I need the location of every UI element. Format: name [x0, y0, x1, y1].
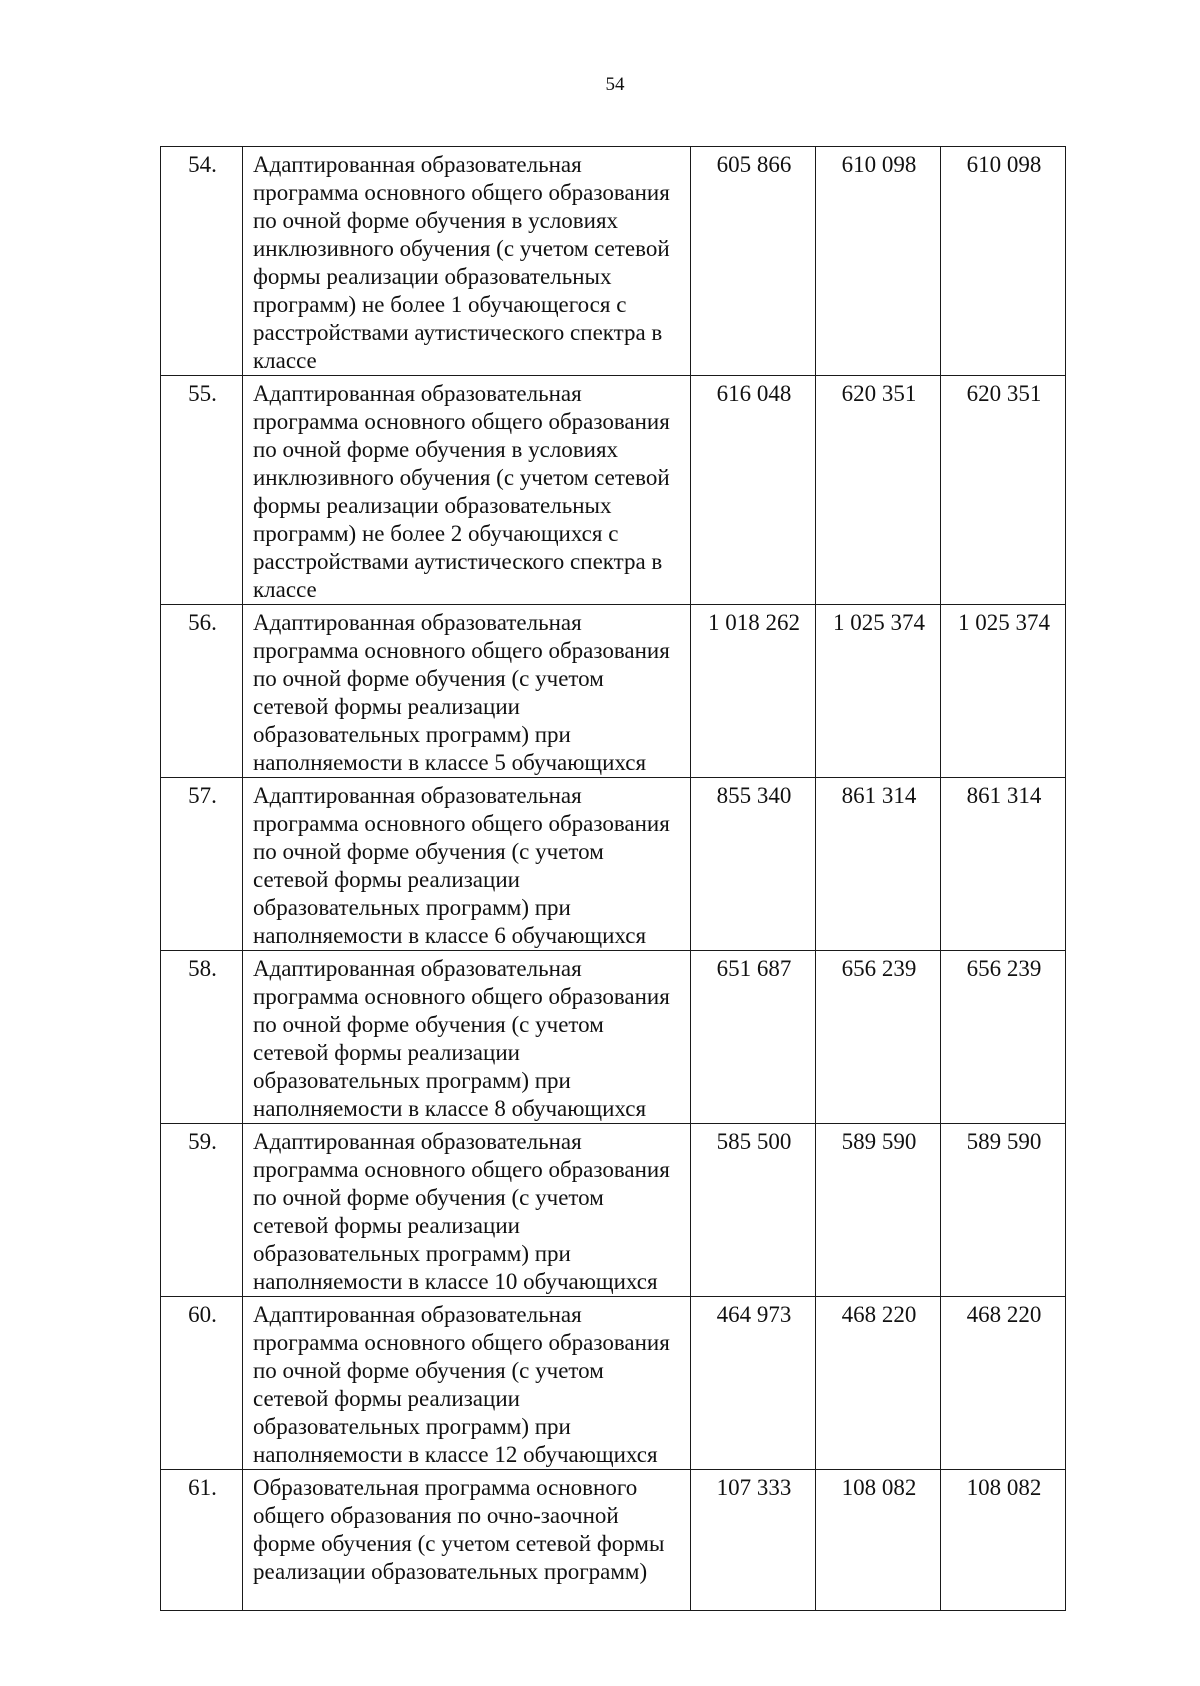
value-cell: 620 351 — [816, 376, 941, 605]
value-cell: 605 866 — [691, 147, 816, 376]
value-cell: 861 314 — [816, 778, 941, 951]
row-number: 59. — [161, 1124, 243, 1297]
value-cell: 610 098 — [816, 147, 941, 376]
value-cell: 468 220 — [816, 1297, 941, 1470]
value-cell: 108 082 — [941, 1470, 1066, 1611]
value-cell: 108 082 — [816, 1470, 941, 1611]
program-name: Образовательная программа основного общего образования по очно-заочной форме обучения (с учетом сетевой формы реализации образовательных программ) — [243, 1470, 691, 1611]
table-row — [161, 778, 1066, 951]
value-cell: 589 590 — [941, 1124, 1066, 1297]
table-row — [161, 1124, 1066, 1297]
table-row — [161, 605, 1066, 778]
value-cell: 468 220 — [941, 1297, 1066, 1470]
value-cell: 1 025 374 — [941, 605, 1066, 778]
value-cell: 651 687 — [691, 951, 816, 1124]
row-number: 55. — [161, 376, 243, 605]
row-number: 60. — [161, 1297, 243, 1470]
page-number: 54 — [605, 74, 625, 95]
row-number: 56. — [161, 605, 243, 778]
program-name: Адаптированная образовательная программа основного общего образования по очной форме обучения в условиях инклюзивного обучения (с учетом сетевой формы реализации образовательных программ) не более 2 обучающихся с расстройствами аутистического спектра в классе — [243, 376, 691, 605]
row-number: 54. — [161, 147, 243, 376]
table-row — [161, 1297, 1066, 1470]
table-row — [161, 1470, 1066, 1611]
value-cell: 1 018 262 — [691, 605, 816, 778]
value-cell: 589 590 — [816, 1124, 941, 1297]
table-row — [161, 147, 1066, 376]
program-name: Адаптированная образовательная программа основного общего образования по очной форме обучения (с учетом сетевой формы реализации образовательных программ) при наполняемости в классе 8 обучающихся — [243, 951, 691, 1124]
value-cell: 656 239 — [816, 951, 941, 1124]
tariff-table — [160, 146, 1066, 1611]
value-cell: 1 025 374 — [816, 605, 941, 778]
program-name: Адаптированная образовательная программа основного общего образования по очной форме обучения (с учетом сетевой формы реализации образовательных программ) при наполняемости в классе 6 обучающихся — [243, 778, 691, 951]
value-cell: 855 340 — [691, 778, 816, 951]
value-cell: 610 098 — [941, 147, 1066, 376]
program-name: Адаптированная образовательная программа основного общего образования по очной форме обучения в условиях инклюзивного обучения (с учетом сетевой формы реализации образовательных программ) не более 1 обучающегося с расстройствами аутистического спектра в классе — [243, 147, 691, 376]
row-number: 61. — [161, 1470, 243, 1611]
value-cell: 656 239 — [941, 951, 1066, 1124]
value-cell: 107 333 — [691, 1470, 816, 1611]
value-cell: 616 048 — [691, 376, 816, 605]
row-number: 58. — [161, 951, 243, 1124]
value-cell: 861 314 — [941, 778, 1066, 951]
value-cell: 620 351 — [941, 376, 1066, 605]
program-name: Адаптированная образовательная программа основного общего образования по очной форме обучения (с учетом сетевой формы реализации образовательных программ) при наполняемости в классе 5 обучающихся — [243, 605, 691, 778]
row-number: 57. — [161, 778, 243, 951]
value-cell: 464 973 — [691, 1297, 816, 1470]
program-name: Адаптированная образовательная программа основного общего образования по очной форме обучения (с учетом сетевой формы реализации образовательных программ) при наполняемости в классе 10 обучающихся — [243, 1124, 691, 1297]
table-row — [161, 951, 1066, 1124]
program-name: Адаптированная образовательная программа основного общего образования по очной форме обучения (с учетом сетевой формы реализации образовательных программ) при наполняемости в классе 12 обучающихся — [243, 1297, 691, 1470]
table-row — [161, 376, 1066, 605]
value-cell: 585 500 — [691, 1124, 816, 1297]
